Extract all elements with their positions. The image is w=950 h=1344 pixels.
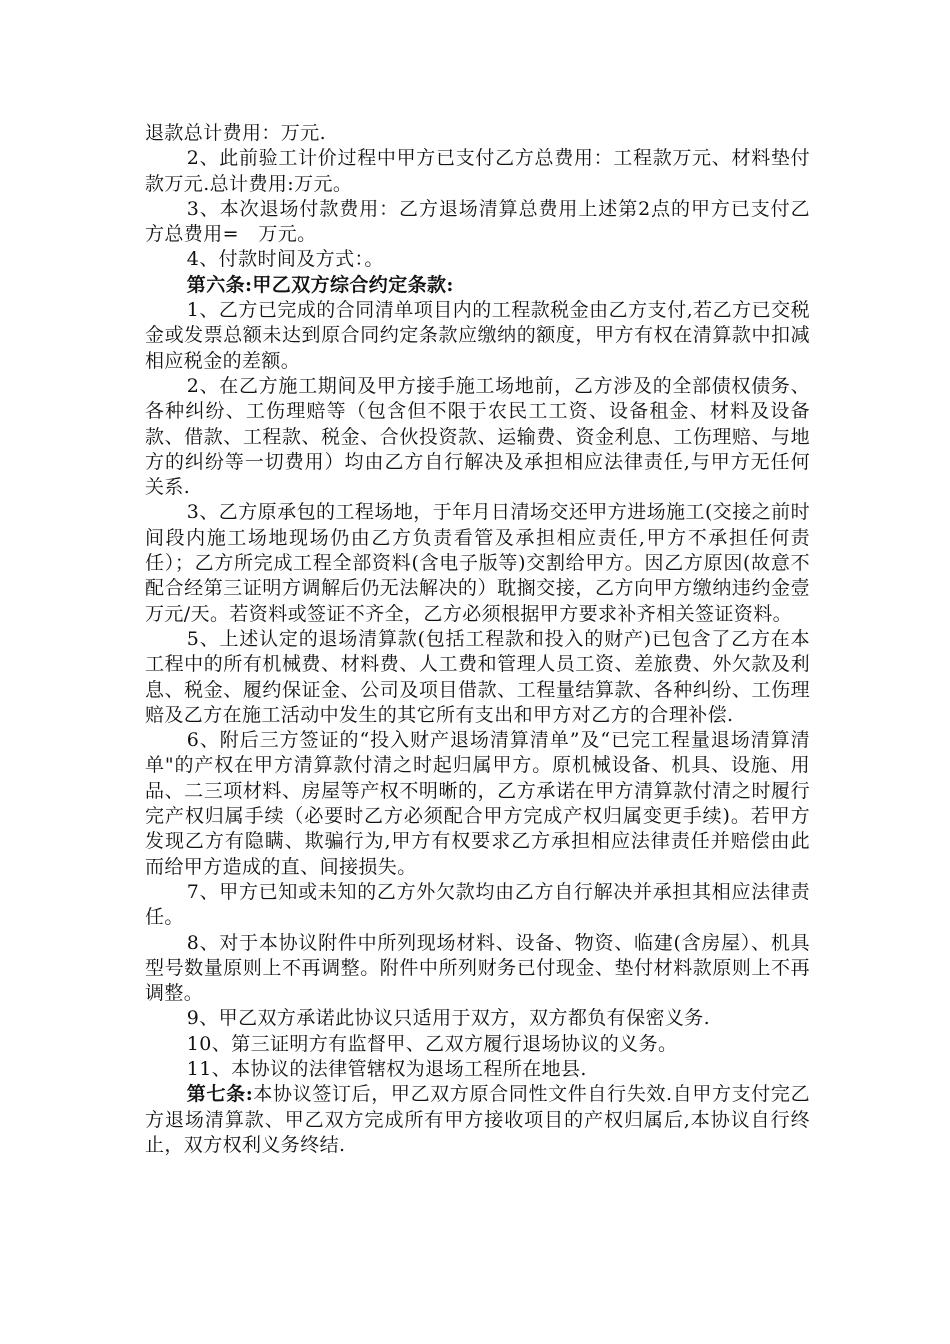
refund-total-line: 退款总计费用：万元. (145, 122, 327, 144)
clause5-item2: 2、此前验工计价过程中甲方已支付乙方总费用：工程款万元、材料垫付款万元.总计费用:万元。 (145, 147, 810, 195)
clause6-item3: 3、乙方原承包的工程场地，于年月日清场交还甲方进场施工(交接之前时间段内施工场地现场仍由乙方负责看管及承担相应责任,甲方不承担任何责任）；乙方所完成工程全部资料(含电子版等)交割给甲方。因乙方原因(故意不配合经第三证明方调解后仍无法解决的）耽搁交接，乙方向甲方缴纳违约金壹万元/天。若资料或签证不齐全，乙方必须根据甲方要求补齐相关签证资料。 (145, 501, 810, 625)
clause7-heading: 第七条: (186, 1083, 254, 1106)
clause7-text: 本协议签订后，甲乙双方原合同性文件自行失效.自甲方支付完乙方退场清算款、甲乙双方完成所有甲方接收项目的产权归属后,本协议自行终止，双方权利义务终结. (145, 1083, 810, 1156)
clause7-paragraph (145, 1082, 810, 1158)
clause6-item1: 1、乙方已完成的合同清单项目内的工程款税金由乙方支付,若乙方已交税金或发票总额未达到原合同约定条款应缴纳的额度，甲方有权在清算款中扣减相应税金的差额。 (145, 299, 810, 372)
clause6-item2: 2、在乙方施工期间及甲方接手施工场地前，乙方涉及的全部债权债务、各种纠纷、工伤理赔等（包含但不限于农民工工资、设备租金、材料及设备款、借款、工程款、税金、合伙投资款、运输费、资金利息、工伤理赔、与地方的纠纷等一切费用）均由乙方自行解决及承担相应法律责任,与甲方无任何关系. (145, 374, 810, 499)
clause5-item4: 4、付款时间及方式：。 (186, 248, 384, 271)
clause5-item3: 3、本次退场付款费用：乙方退场清算总费用上述第2点的甲方已支付乙方总费用= 万元。 (145, 197, 810, 246)
clause6-item5: 5、上述认定的退场清算款(包括工程款和投入的财产)已包含了乙方在本工程中的所有机械费、材料费、人工费和管理人员工资、差旅费、外欠款及利息、税金、履约保证金、公司及项目借款、工程量结算款、各种纠纷、工伤理赔及乙方在施工活动中发生的其它所有支出和甲方对乙方的合理补偿. (145, 627, 810, 726)
document-page (145, 121, 810, 1158)
clause6-item7: 7、甲方已知或未知的乙方外欠款均由乙方自行解决并承担其相应法律责任。 (145, 880, 810, 929)
clause6-item10: 10、第三证明方有监督甲、乙双方履行退场协议的义务。 (186, 1032, 678, 1055)
clause6-item9: 9、甲乙双方承诺此协议只适用于双方，双方都负有保密义务. (186, 1007, 711, 1030)
clause6-item6: 6、附后三方签证的“投入财产退场清算清单”及“已完工程量退场清算清单"的产权在甲方清算款付清之时起归属甲方。原机械设备、机具、设施、用品、二三项材料、房屋等产权不明晰的，乙方承诺在甲方清算款付清之时履行完产权归属手续（必要时乙方必须配合甲方完成产权归属变更手续)。若甲方发现乙方有隐瞒、欺骗行为,甲方有权要求乙方承担相应法律责任并赔偿由此而给甲方造成的直、间接损失。 (145, 729, 810, 878)
clause6-item11: 11、本协议的法律管辖权为退场工程所在地县. (186, 1057, 587, 1080)
clause6-item8: 8、对于本协议附件中所列现场材料、设备、物资、临建(含房屋）、机具型号数量原则上不再调整。附件中所列财务已付现金、垫付材料款原则上不再调整。 (145, 931, 810, 1005)
clause6-heading: 第六条:甲乙双方综合约定条款: (186, 273, 454, 296)
